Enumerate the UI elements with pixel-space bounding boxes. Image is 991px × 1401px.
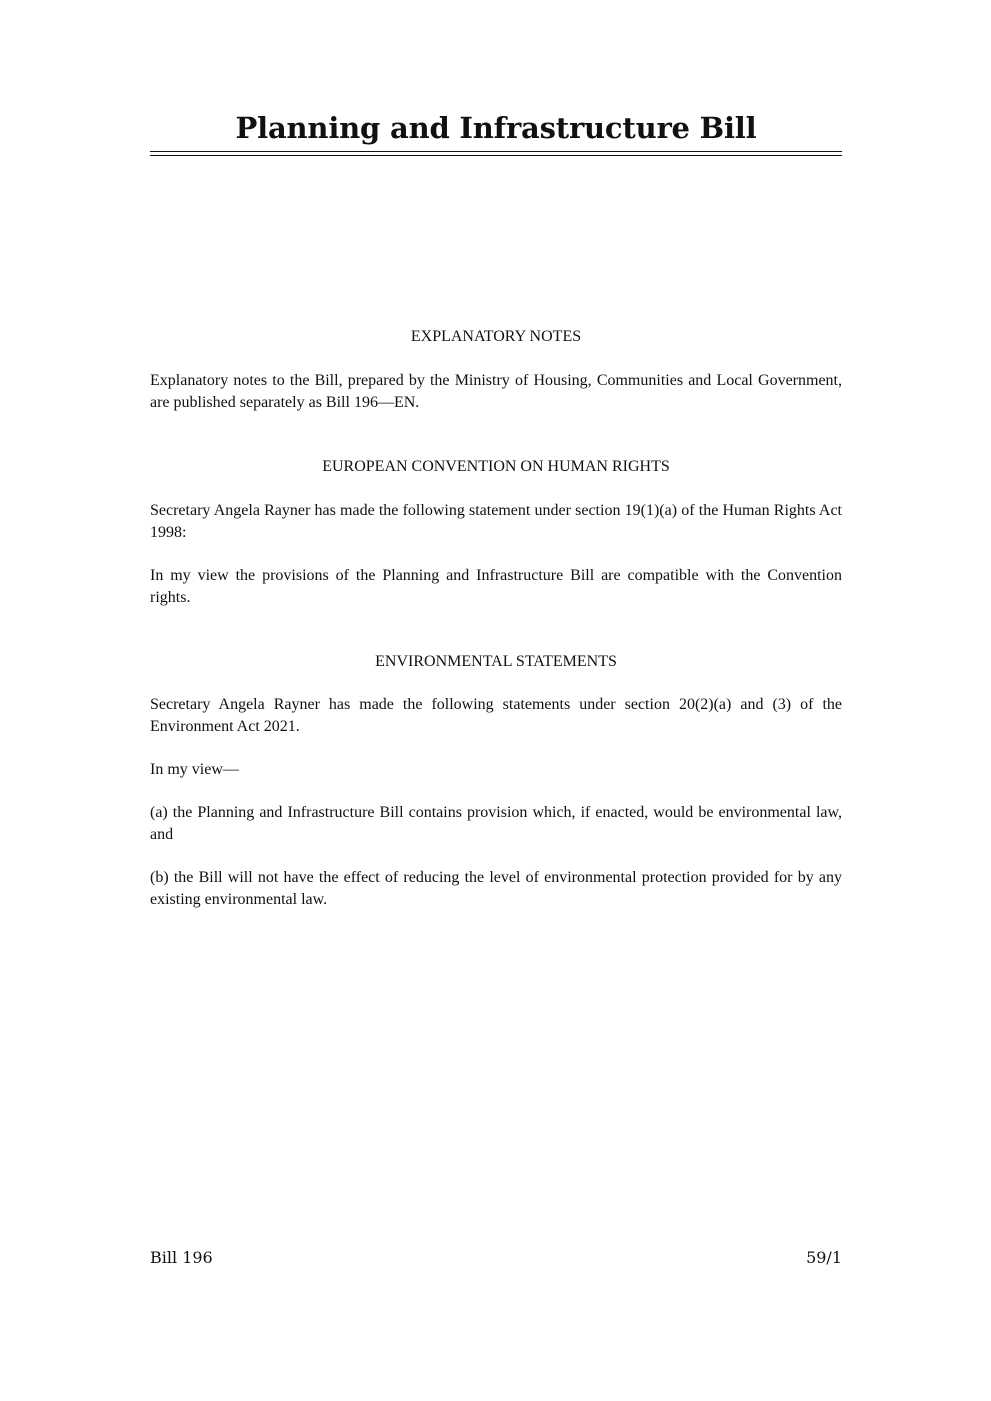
environmental-statement-text: Secretary Angela Rayner has made the following statements under section 20(2)(a) and (3) of the Environment Act 2021. [150,696,842,735]
echr-statement-text: Secretary Angela Rayner has made the following statement under section 19(1)(a) of the Human Rights Act 1998: [150,502,842,541]
environmental-item-b: (b) the Bill will not have the effect of reducing the level of environmental protection provided for by any existing environmental law. [150,869,842,908]
section-heading: ENVIRONMENTAL STATEMENTS [375,653,617,670]
environmental-view-intro: In my view— [150,761,239,778]
title-rule-top [150,151,842,152]
title-rule-bottom [150,155,842,156]
document-body [150,326,842,911]
explanatory-notes-text: Explanatory notes to the Bill, prepared by the Ministry of Housing, Communities and Local Government, are published separately as Bill 196—EN. [150,372,842,411]
environmental-item-a: (a) the Planning and Infrastructure Bill contains provision which, if enacted, would be environmental law, and [150,804,842,843]
document-title: Planning and Infrastructure Bill [235,111,757,145]
section-heading: EUROPEAN CONVENTION ON HUMAN RIGHTS [322,458,670,475]
section-explanatory-notes [150,326,842,414]
echr-view-text: In my view the provisions of the Planning and Infrastructure Bill are compatible with the Convention rights. [150,567,842,606]
footer-bill-number: Bill 196 [150,1248,213,1267]
footer-page-reference: 59/1 [806,1248,842,1267]
section-environmental-statements [150,651,842,911]
section-heading: EXPLANATORY NOTES [410,328,582,345]
section-echr [150,456,842,609]
